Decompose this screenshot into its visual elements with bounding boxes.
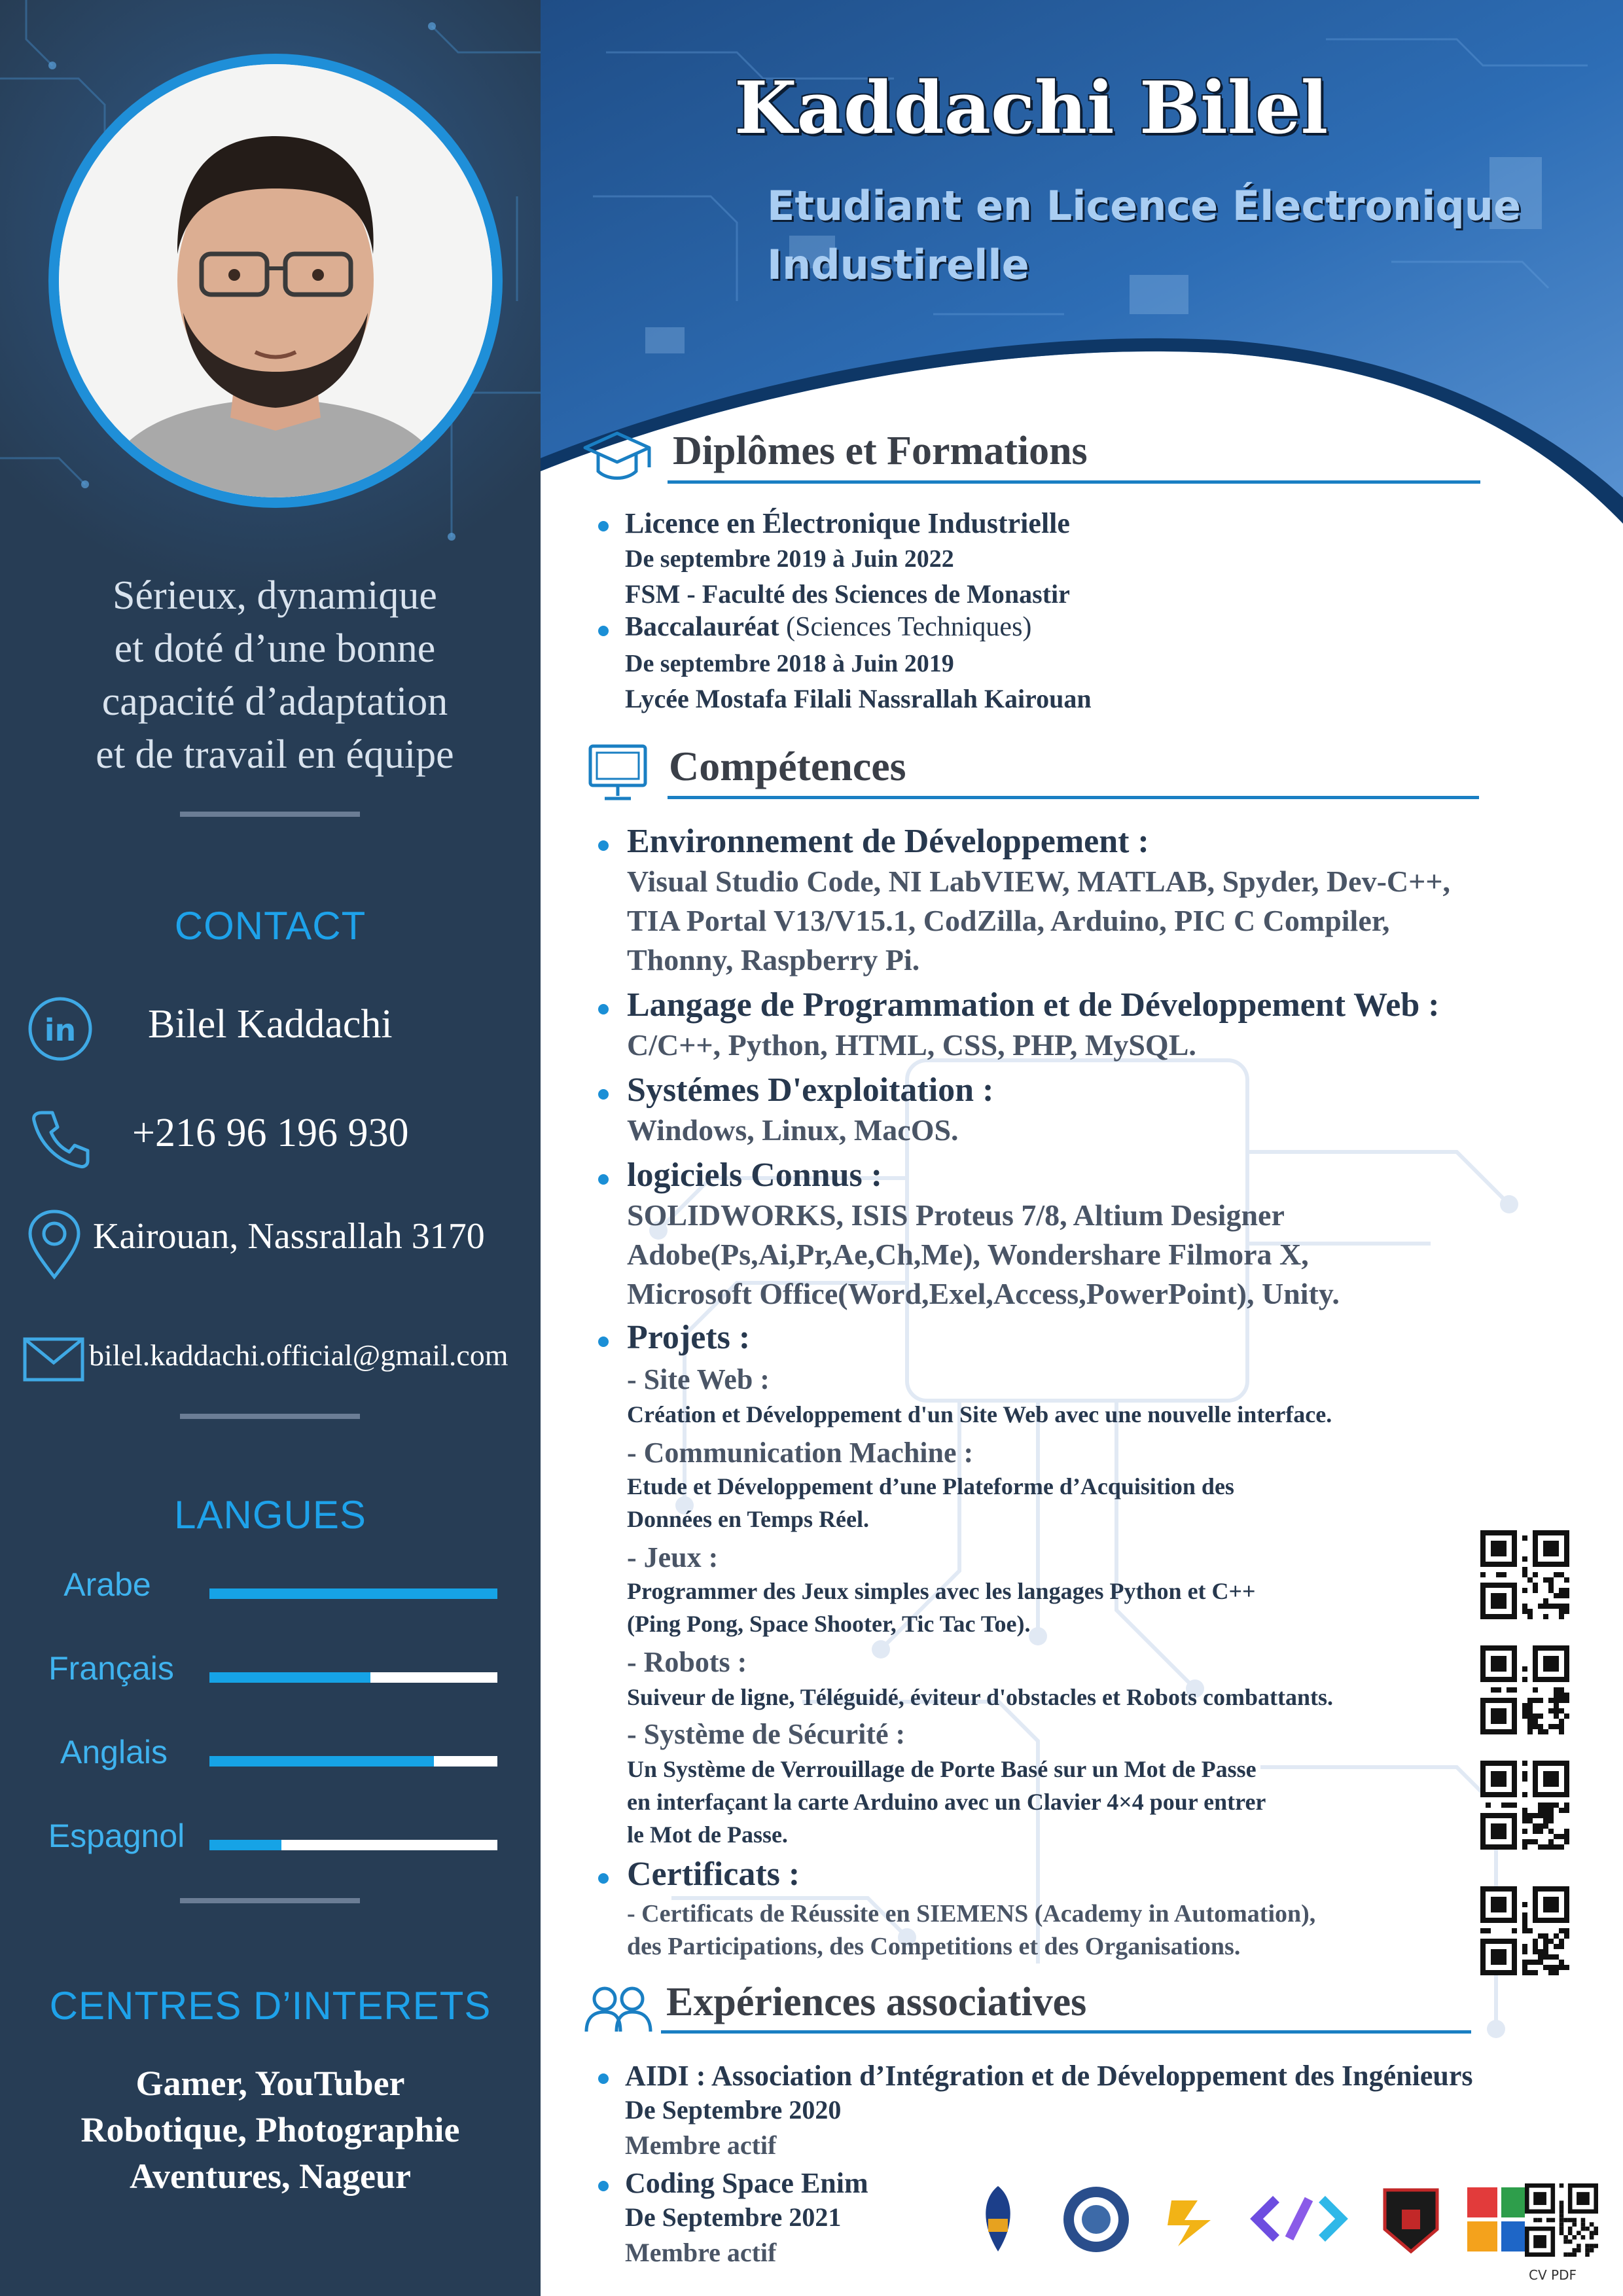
bullet bbox=[598, 2073, 609, 2084]
coding-space-logo bbox=[1250, 2193, 1348, 2245]
project-name: - Communication Machine : bbox=[627, 1437, 974, 1469]
bullet bbox=[598, 1873, 609, 1884]
education-degree: Licence en Électronique Industrielle bbox=[625, 507, 1070, 539]
users-icon bbox=[582, 1983, 654, 2036]
language-level-fill bbox=[209, 1588, 497, 1599]
qr-code[interactable] bbox=[1480, 1530, 1569, 1619]
bullet bbox=[598, 840, 609, 851]
title-line: Industirelle bbox=[767, 241, 1029, 289]
location-pin-icon bbox=[25, 1208, 84, 1281]
bullet bbox=[598, 1089, 609, 1100]
experience-dates: De Septembre 2020 bbox=[625, 2095, 842, 2125]
experience-role: Membre actif bbox=[625, 2238, 777, 2267]
linkedin-icon bbox=[26, 995, 94, 1063]
cv-pdf-label: CV PDF bbox=[1529, 2267, 1577, 2283]
aidi-logo bbox=[1378, 2183, 1444, 2255]
bullet bbox=[598, 1174, 609, 1185]
certificates-title: Certificats : bbox=[627, 1856, 800, 1893]
language-level-track bbox=[209, 1588, 497, 1599]
language-level-track bbox=[209, 1672, 497, 1683]
title-line: Etudiant en Licence Électronique bbox=[767, 182, 1521, 230]
projects-title: Projets : bbox=[627, 1319, 751, 1356]
svg-text:in: in bbox=[44, 1013, 77, 1048]
contact-heading: CONTACT bbox=[174, 904, 366, 948]
candidate-title bbox=[767, 177, 1521, 295]
monitor-icon bbox=[586, 741, 649, 804]
project-description: Création et Développement d'un Site Web avec une nouvelle interface. bbox=[627, 1401, 1332, 1427]
certificate-line: - Certificats de Réussite en SIEMENS (Academy in Automation), bbox=[627, 1900, 1316, 1928]
skill-line: SOLIDWORKS, ISIS Proteus 7/8, Altium Designer bbox=[627, 1198, 1285, 1232]
project-description: Programmer des Jeux simples avec les langages Python et C++ bbox=[627, 1578, 1256, 1604]
experience-org: Coding Space Enim bbox=[625, 2167, 868, 2199]
skill-category-title: Environnement de Développement : bbox=[627, 823, 1149, 860]
profile-summary bbox=[39, 569, 510, 781]
project-description: Etude et Développement d’une Plateforme d’Acquisition des bbox=[627, 1473, 1234, 1499]
interest-line: Aventures, Nageur bbox=[130, 2157, 411, 2196]
language-name: Arabe bbox=[63, 1566, 151, 1603]
summary-line: capacité d’adaptation bbox=[101, 679, 448, 724]
summary-line: et de travail en équipe bbox=[96, 732, 454, 777]
address-text: Kairouan, Nassrallah 3170 bbox=[93, 1216, 485, 1257]
summary-line: et doté d’une bonne bbox=[114, 626, 436, 671]
project-name: - Robots : bbox=[627, 1646, 747, 1678]
contact-email[interactable] bbox=[0, 1329, 541, 1401]
skill-line: Visual Studio Code, NI LabVIEW, MATLAB, Spyder, Dev-C++, bbox=[627, 865, 1451, 898]
education-underline bbox=[668, 480, 1480, 484]
skill-line: C/C++, Python, HTML, CSS, PHP, MySQL. bbox=[627, 1028, 1196, 1062]
sidebar-divider bbox=[180, 1898, 360, 1903]
summary-line: Sérieux, dynamique bbox=[113, 573, 437, 618]
skills-heading: Compétences bbox=[669, 743, 906, 789]
education-dates: De septembre 2019 à Juin 2022 bbox=[625, 545, 954, 573]
project-description: le Mot de Passe. bbox=[627, 1821, 788, 1848]
email-address: bilel.kaddachi.official@gmail.com bbox=[89, 1338, 508, 1372]
skill-line: Thonny, Raspberry Pi. bbox=[627, 943, 920, 977]
skill-line: Microsoft Office(Word,Exel,Access,PowerPoint), Unity. bbox=[627, 1277, 1340, 1310]
education-dates: De septembre 2018 à Juin 2019 bbox=[625, 650, 954, 677]
education-school: Lycée Mostafa Filali Nassrallah Kairouan bbox=[625, 684, 1092, 713]
language-row bbox=[0, 1566, 541, 1618]
email-icon bbox=[22, 1336, 85, 1382]
bullet bbox=[598, 1336, 609, 1347]
education-school: FSM - Faculté des Sciences de Monastir bbox=[625, 579, 1070, 609]
qr-code[interactable] bbox=[1480, 1645, 1569, 1734]
education-heading: Diplômes et Formations bbox=[673, 429, 1088, 473]
language-level-track bbox=[209, 1756, 497, 1767]
project-description: (Ping Pong, Space Shooter, Tic Tac Toe). bbox=[627, 1611, 1031, 1637]
project-description: Données en Temps Réel. bbox=[627, 1506, 870, 1532]
bullet bbox=[598, 1004, 609, 1014]
languages-heading: LANGUES bbox=[174, 1493, 366, 1537]
language-row bbox=[0, 1649, 541, 1702]
experience-underline bbox=[661, 2030, 1471, 2034]
contact-phone[interactable] bbox=[0, 1100, 541, 1172]
skill-category-title: Langage de Programmation et de Développement Web : bbox=[627, 986, 1440, 1024]
contact-linkedin[interactable] bbox=[0, 988, 541, 1060]
fsm-logo bbox=[969, 2179, 1027, 2258]
skill-line: TIA Portal V13/V15.1, CodZilla, Arduino, PIC C Compiler, bbox=[627, 904, 1390, 937]
cv-pdf-qr-code[interactable] bbox=[1525, 2183, 1598, 2257]
language-level-fill bbox=[209, 1672, 370, 1683]
project-name: - Jeux : bbox=[627, 1541, 719, 1573]
education-detail: (Sciences Techniques) bbox=[786, 612, 1032, 642]
qr-code[interactable] bbox=[1480, 1761, 1569, 1850]
avatar bbox=[59, 64, 492, 497]
project-name: - Site Web : bbox=[627, 1363, 770, 1395]
experience-heading: Expériences associatives bbox=[666, 1980, 1087, 2024]
project-description: en interfaçant la carte Arduino avec un Clavier 4×4 pour entrer bbox=[627, 1789, 1266, 1815]
interest-line: Gamer, YouTuber bbox=[135, 2064, 405, 2103]
language-level-track bbox=[209, 1840, 497, 1850]
university-seal-logo bbox=[1060, 2183, 1132, 2255]
experience-role: Membre actif bbox=[625, 2130, 777, 2160]
linkedin-name: Bilel Kaddachi bbox=[148, 1002, 393, 1047]
language-row bbox=[0, 1817, 541, 1869]
language-name: Espagnol bbox=[48, 1818, 185, 1854]
skill-line: Windows, Linux, MacOS. bbox=[627, 1113, 959, 1147]
education-degree-line bbox=[625, 611, 1031, 643]
bullet bbox=[598, 626, 609, 636]
phone-icon bbox=[27, 1105, 93, 1170]
education-degree: Baccalauréat bbox=[625, 612, 779, 642]
interests-heading: CENTRES D’INTERETS bbox=[49, 1984, 491, 2028]
project-name: - Système de Sécurité : bbox=[627, 1718, 906, 1750]
certificate-line: des Participations, des Competitions et des Organisations. bbox=[627, 1933, 1241, 1960]
project-description: Un Système de Verrouillage de Porte Basé sur un Mot de Passe bbox=[627, 1756, 1257, 1782]
skill-line: Adobe(Ps,Ai,Pr,Ae,Ch,Me), Wondershare Filmora X, bbox=[627, 1238, 1309, 1271]
sidebar-divider bbox=[180, 812, 360, 817]
bullet bbox=[598, 521, 609, 531]
sidebar-divider bbox=[180, 1414, 360, 1419]
candidate-name: Kaddachi Bilel bbox=[734, 65, 1329, 150]
graduation-cap-icon bbox=[581, 428, 653, 487]
organization-logos bbox=[962, 2179, 1538, 2258]
skill-category-title: Systémes D'exploitation : bbox=[627, 1071, 994, 1109]
language-row bbox=[0, 1733, 541, 1785]
project-description: Suiveur de ligne, Téléguidé, éviteur d'obstacles et Robots combattants. bbox=[627, 1684, 1333, 1710]
phone-number: +216 96 196 930 bbox=[132, 1111, 409, 1155]
qr-code[interactable] bbox=[1480, 1886, 1569, 1975]
language-name: Anglais bbox=[60, 1734, 168, 1770]
language-level-fill bbox=[209, 1840, 281, 1850]
language-level-fill bbox=[209, 1756, 434, 1767]
lightning-logo bbox=[1158, 2187, 1224, 2253]
interests-list bbox=[0, 2060, 541, 2200]
contact-address bbox=[0, 1208, 541, 1280]
interest-line: Robotique, Photographie bbox=[80, 2110, 460, 2149]
bullet bbox=[598, 2181, 609, 2191]
experience-dates: De Septembre 2021 bbox=[625, 2202, 842, 2232]
experience-org: AIDI : Association d’Intégration et de Développement des Ingénieurs bbox=[625, 2060, 1473, 2092]
skill-category-title: logiciels Connus : bbox=[627, 1157, 883, 1194]
language-name: Français bbox=[48, 1650, 174, 1687]
skills-underline bbox=[668, 796, 1479, 799]
